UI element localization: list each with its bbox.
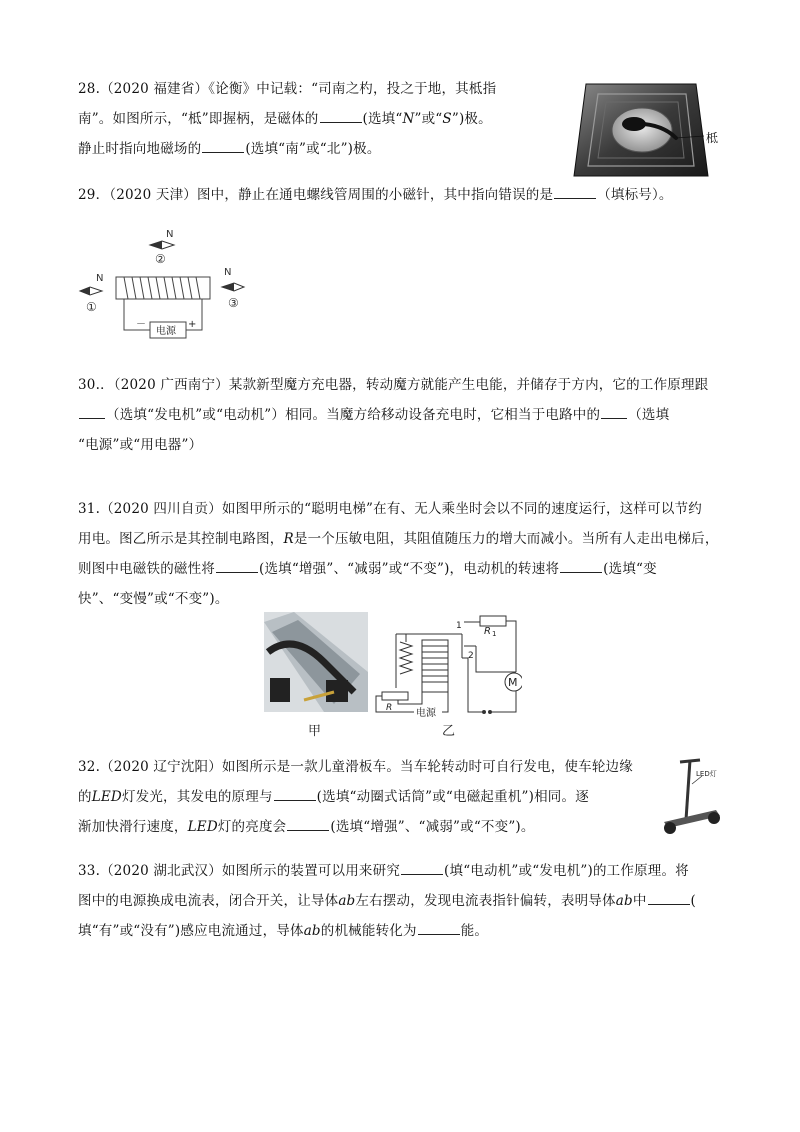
motor-label: M: [508, 676, 518, 689]
minus-label: －: [136, 319, 146, 330]
question-32: [78, 752, 723, 842]
answer-blank[interactable]: [79, 404, 105, 419]
q31-line3: 则图中电磁铁的磁性将 (选填“增强”、“减弱”或“不变”)，电动机的转速将 (选填“变: [78, 554, 723, 584]
q31-line1: 31.（2020 四川自贡）如图甲所示的“聪明电梯”在有、无人乘坐时会以不同的速度运行，这样可以节约: [78, 501, 702, 517]
q30-line1: 30.．（2020 广西南宁）某款新型魔方充电器，转动魔方就能产生电能，并储存于方内，它的工作原理跟: [78, 377, 709, 393]
needle-label-2: ②: [155, 252, 166, 266]
source-label: 电源: [416, 708, 436, 719]
n-label-2: N: [166, 229, 174, 240]
q28-line2: 南”。如图所示，“柢”即握柄，是磁体的 (选填“N”或“S”)极。: [78, 104, 723, 134]
escalator-figure: [264, 612, 368, 740]
answer-blank[interactable]: [560, 558, 602, 573]
contact-2-label: 2: [468, 651, 474, 661]
n-label-3: N: [224, 267, 232, 278]
figure-label-jia: 甲: [308, 724, 322, 739]
q28-line3: 静止时指向地磁场的 (选填“南”或“北”)极。: [78, 134, 723, 164]
needle-label-3: ③: [228, 296, 239, 310]
led-label: LED灯: [696, 770, 717, 778]
r1-label: R: [484, 626, 491, 637]
answer-blank[interactable]: [401, 860, 443, 875]
r-label: R: [386, 703, 393, 713]
q32-line2: 的LED灯发光，其发电的原理与 (选填“动圈式话筒”或“电磁起重机”)相同。逐: [78, 782, 723, 812]
answer-blank[interactable]: [418, 920, 460, 935]
question-33: [78, 856, 723, 946]
q29-line1: 29．（2020 天津）图中，静止在通电螺线管周围的小磁针，其中指向错误的是 （填标号）。: [78, 180, 723, 210]
answer-blank[interactable]: [274, 786, 316, 801]
q33-line1: 33.（2020 湖北武汉）如图所示的装置可以用来研究 (填“电动机”或“发电机”)的工作原理。将: [78, 856, 723, 886]
contact-1-label: 1: [456, 621, 462, 631]
answer-blank[interactable]: [216, 558, 258, 573]
q32-line1: 32.（2020 辽宁沈阳）如图所示是一款儿童滑板车。当车轮转动时可自行发电，使车轮边缘: [78, 759, 633, 775]
handle-label: 柢: [706, 131, 719, 145]
control-circuit-figure: [372, 612, 522, 740]
answer-blank[interactable]: [648, 890, 690, 905]
n-label-1: N: [96, 273, 104, 284]
r1-subscript: 1: [492, 630, 497, 638]
needle-label-1: ①: [86, 300, 97, 314]
figure-label-yi: 乙: [442, 724, 456, 739]
q31-line4: 快”、“变慢”或“不变”)。: [78, 591, 229, 607]
solenoid-core: [116, 277, 210, 299]
q31-line2: 用电。图乙所示是其控制电路图，R是一个压敏电阻，其阻值随压力的增大而减小。当所有人走出电梯后，: [78, 531, 719, 547]
scooter-figure: [656, 754, 728, 840]
sinan-compass-figure: [572, 80, 734, 180]
answer-blank[interactable]: [202, 138, 244, 153]
plus-label: +: [188, 319, 197, 330]
answer-blank[interactable]: [320, 108, 362, 123]
question-31: [78, 494, 723, 614]
q30-line2: （选填“发电机”或“电动机”）相同。当魔方给移动设备充电时，它相当于电路中的 （选填: [78, 400, 723, 430]
question-30: [78, 370, 723, 460]
q32-line3: 渐加快滑行速度，LED灯的亮度会 (选填“增强”、“减弱”或“不变”)。: [78, 812, 723, 842]
q30-line3: “电源”或“用电器”）: [78, 437, 203, 453]
solenoid-figure: [78, 225, 278, 350]
answer-blank[interactable]: [554, 184, 596, 199]
q28-line1: 28.（2020 福建省）《论衡》中记载：“司南之杓，投之于地，其柢指: [78, 81, 497, 97]
answer-blank[interactable]: [287, 816, 329, 831]
question-29: [78, 180, 723, 210]
power-source-label: 电源: [156, 326, 176, 337]
q33-line2: 图中的电源换成电流表，闭合开关，让导体ab左右摆动，发现电流表指针偏转，表明导体ab中 (: [78, 886, 723, 916]
q33-line3: 填“有”或“没有”)感应电流通过，导体ab的机械能转化为 能。: [78, 916, 723, 946]
answer-blank[interactable]: [601, 404, 627, 419]
